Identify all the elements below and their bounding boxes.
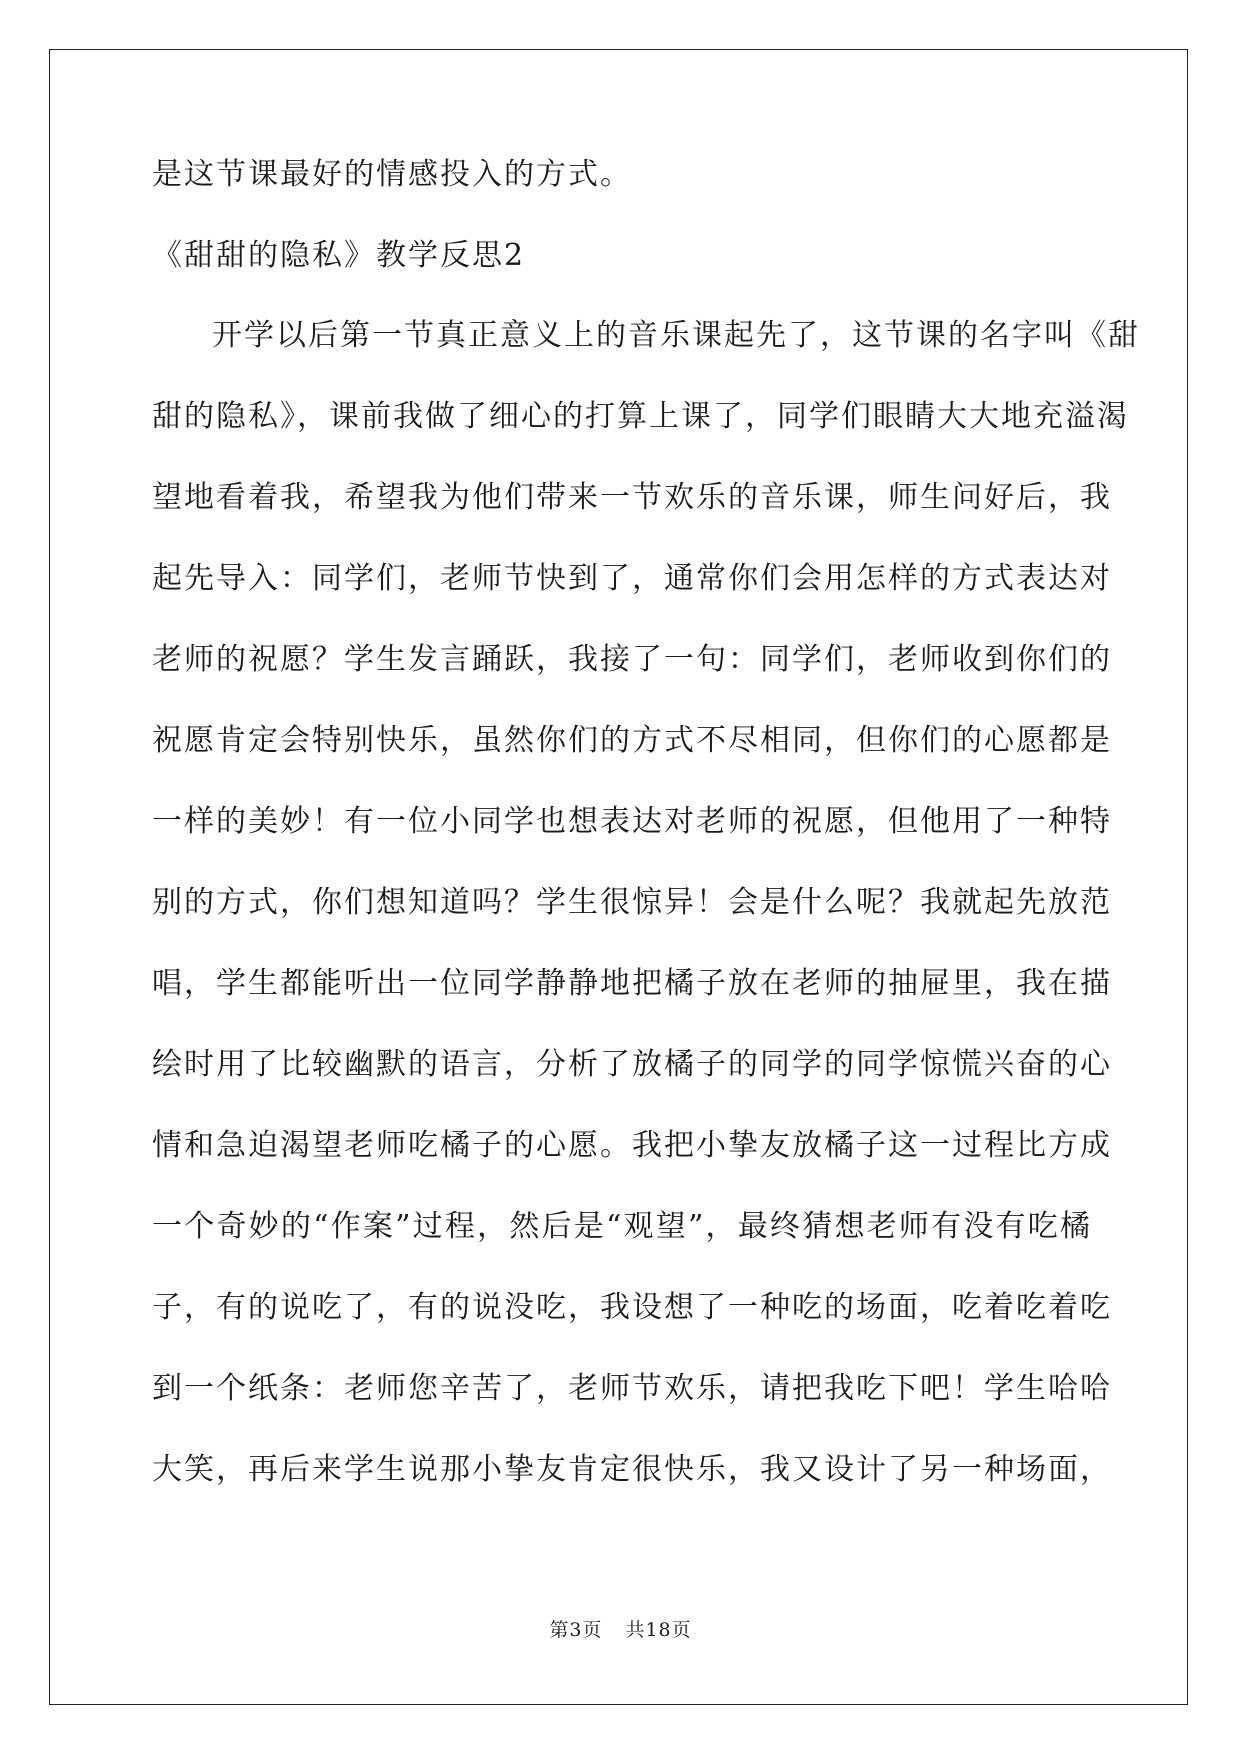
page-footer [0, 1620, 1241, 1640]
page-number: 第3页 [549, 1619, 603, 1641]
paragraph-line: 唱，学生都能听出一位同学静静地把橘子放在老师的抽屉里，我在描 [152, 966, 1112, 1001]
paragraph-line: 甜的隐私》，课前我做了细心的打算上课了，同学们眼睛大大地充溢渴 [152, 399, 1129, 434]
paragraph-line: 大笑，再后来学生说那小挚友肯定很快乐，我又设计了另一种场面， [152, 1452, 1112, 1487]
paragraph-line: 绘时用了比较幽默的语言，分析了放橘子的同学的同学惊慌兴奋的心 [152, 1047, 1112, 1082]
paragraph-line: 到一个纸条：老师您辛苦了，老师节欢乐，请把我吃下吧！学生哈哈 [152, 1371, 1112, 1406]
lead-line: 是这节课最好的情感投入的方式。 [152, 157, 632, 192]
paragraph-line: 子，有的说吃了，有的说没吃，我设想了一种吃的场面，吃着吃着吃 [152, 1290, 1112, 1325]
paragraph-line: 老师的祝愿？学生发言踊跃，我接了一句：同学们，老师收到你们的 [152, 642, 1112, 677]
page-total: 共18页 [625, 1619, 692, 1641]
paragraph-line: 情和急迫渴望老师吃橘子的心愿。我把小挚友放橘子这一过程比方成 [152, 1128, 1112, 1163]
paragraph-line: 一个奇妙的“作案”过程，然后是“观望”，最终猜想老师有没有吃橘 [152, 1209, 1092, 1244]
paragraph-line: 起先导入：同学们，老师节快到了，通常你们会用怎样的方式表达对 [152, 561, 1112, 596]
paragraph-line: 一样的美妙！有一位小同学也想表达对老师的祝愿，但他用了一种特 [152, 804, 1112, 839]
paragraph-line: 祝愿肯定会特别快乐，虽然你们的方式不尽相同，但你们的心愿都是 [152, 723, 1112, 758]
paragraph-line: 别的方式，你们想知道吗？学生很惊异！会是什么呢？我就起先放范 [152, 885, 1112, 920]
paragraph-line: 望地看着我，希望我为他们带来一节欢乐的音乐课，师生问好后，我 [152, 480, 1112, 515]
document-body [152, 157, 1140, 1536]
section-title: 《甜甜的隐私》教学反思2 [152, 238, 526, 273]
paragraph [152, 318, 1140, 1487]
paragraph-line: 开学以后第一节真正意义上的音乐课起先了，这节课的名字叫《甜 [212, 318, 1140, 353]
